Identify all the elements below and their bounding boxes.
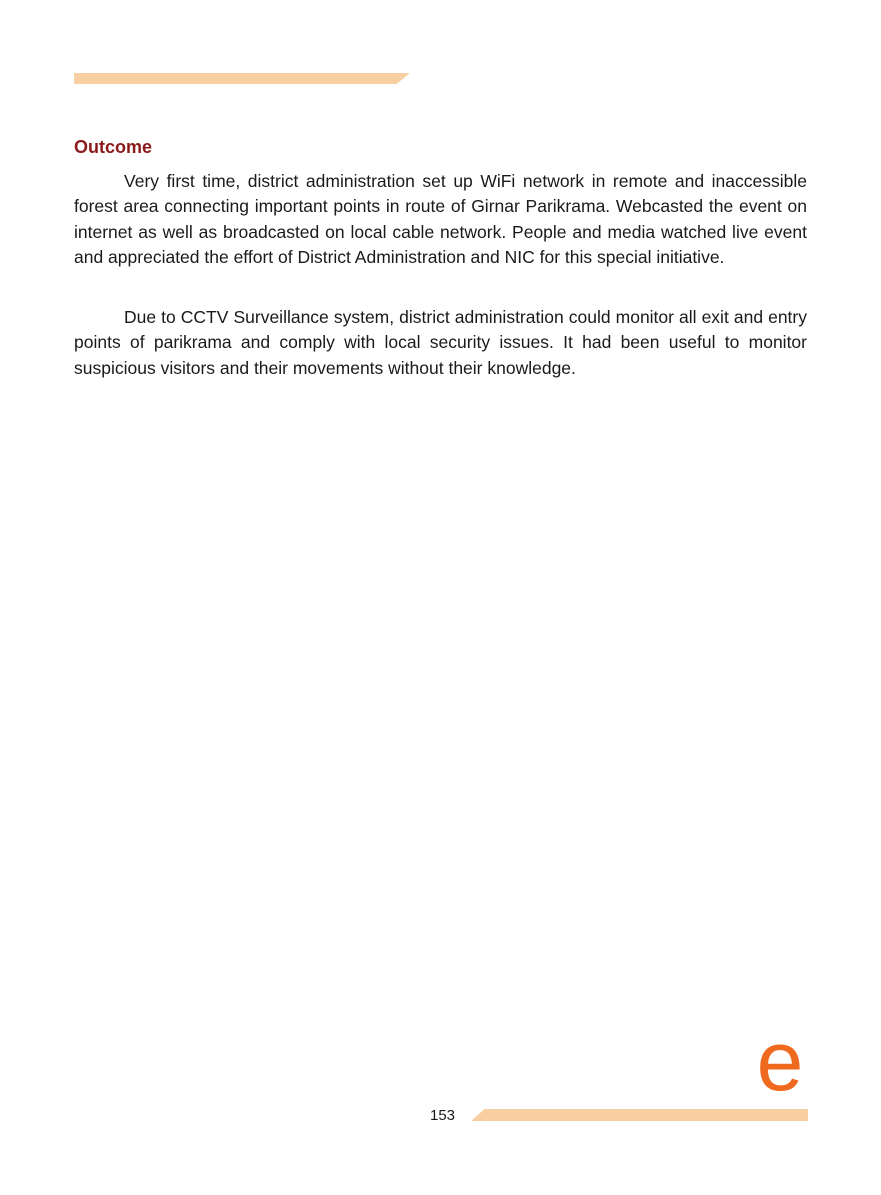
page-number: 153	[430, 1107, 456, 1124]
footer-accent-bar	[471, 1109, 808, 1121]
brand-logo-icon	[748, 1032, 812, 1096]
section-heading: Outcome	[74, 137, 153, 157]
paragraph-1: Very first time, district administration set up WiFi network in remote and inaccessible forest area connecting important points in route of Girnar Parikrama. Webcasted the event on internet as well as broadcasted on local cable network. People and media watched live event and appreciated the effort of District Administration and NIC for this special initiative.	[74, 171, 807, 267]
header-accent-bar	[74, 73, 410, 84]
paragraph-2: Due to CCTV Surveillance system, district administration could monitor all exit and entry points of parikrama and comply with local security issues. It had been useful to monitor suspicious visitors and their movements without their knowledge.	[74, 307, 807, 378]
logo-letter: e	[756, 1032, 804, 1096]
